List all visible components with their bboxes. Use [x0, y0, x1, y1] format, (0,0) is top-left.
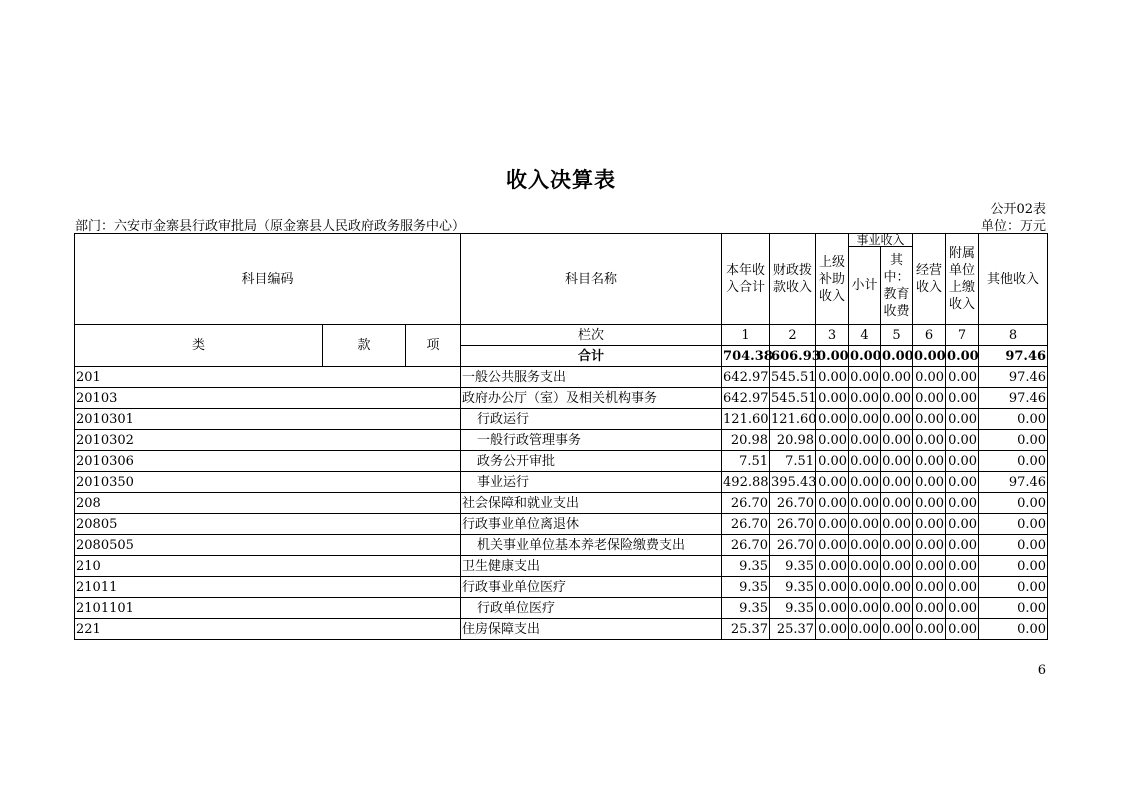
row-name: 行政事业单位医疗 [461, 577, 722, 598]
row-value: 0.00 [849, 535, 881, 556]
row-name: 行政运行 [461, 409, 722, 430]
header-lanci: 栏次 [461, 325, 722, 346]
row-value: 0.00 [849, 493, 881, 514]
table-row [75, 598, 1048, 619]
row-value: 0.00 [979, 556, 1048, 577]
income-table [74, 233, 1048, 640]
row-code: 2010350 [75, 472, 461, 493]
row-value: 121.60 [722, 409, 770, 430]
total-value: 0.00 [913, 346, 946, 367]
row-value: 0.00 [849, 367, 881, 388]
row-code: 20103 [75, 388, 461, 409]
row-value: 0.00 [816, 367, 849, 388]
total-label: 合计 [461, 346, 722, 367]
row-value: 0.00 [881, 388, 913, 409]
row-value: 642.97 [722, 367, 770, 388]
row-value: 9.35 [722, 577, 770, 598]
row-name: 政府办公厅（室）及相关机构事务 [461, 388, 722, 409]
row-value: 0.00 [979, 451, 1048, 472]
total-value: 606.93 [770, 346, 816, 367]
row-value: 0.00 [946, 535, 979, 556]
row-value: 0.00 [881, 472, 913, 493]
row-value: 0.00 [816, 430, 849, 451]
row-value: 0.00 [881, 409, 913, 430]
row-value: 0.00 [946, 514, 979, 535]
row-value: 0.00 [816, 451, 849, 472]
table-row [75, 493, 1048, 514]
row-value: 0.00 [881, 493, 913, 514]
row-value: 26.70 [722, 493, 770, 514]
row-value: 0.00 [816, 514, 849, 535]
row-value: 26.70 [770, 514, 816, 535]
header-name: 科目名称 [461, 234, 722, 325]
row-value: 0.00 [913, 535, 946, 556]
row-name: 政务公开审批 [461, 451, 722, 472]
form-number: 公开02表 [990, 202, 1046, 217]
row-value: 492.88 [722, 472, 770, 493]
row-value: 0.00 [979, 409, 1048, 430]
row-code: 2010306 [75, 451, 461, 472]
header-operating: 经营收入 [913, 234, 946, 325]
row-value: 26.70 [722, 514, 770, 535]
row-value: 0.00 [816, 388, 849, 409]
col-num-4: 4 [849, 325, 881, 346]
table-row [75, 514, 1048, 535]
row-value: 0.00 [816, 535, 849, 556]
row-value: 0.00 [849, 598, 881, 619]
row-name: 社会保障和就业支出 [461, 493, 722, 514]
row-value: 0.00 [881, 619, 913, 640]
row-value: 0.00 [881, 535, 913, 556]
row-name: 住房保障支出 [461, 619, 722, 640]
unit-label: 单位：万元 [980, 219, 1046, 234]
row-value: 0.00 [946, 409, 979, 430]
col-num-5: 5 [881, 325, 913, 346]
row-value: 545.51 [770, 388, 816, 409]
row-value: 0.00 [816, 619, 849, 640]
header-total-income: 本年收入合计 [722, 234, 770, 325]
row-value: 0.00 [913, 367, 946, 388]
row-value: 0.00 [946, 430, 979, 451]
row-value: 0.00 [979, 535, 1048, 556]
col-num-6: 6 [913, 325, 946, 346]
row-value: 26.70 [770, 493, 816, 514]
total-value: 0.00 [946, 346, 979, 367]
row-value: 0.00 [816, 577, 849, 598]
row-value: 0.00 [913, 472, 946, 493]
row-value: 97.46 [979, 472, 1048, 493]
row-value: 20.98 [722, 430, 770, 451]
row-value: 26.70 [722, 535, 770, 556]
row-value: 0.00 [946, 367, 979, 388]
row-value: 20.98 [770, 430, 816, 451]
row-value: 0.00 [881, 430, 913, 451]
row-value: 9.35 [770, 556, 816, 577]
header-education: 其中：教育收费 [881, 247, 913, 325]
row-value: 0.00 [913, 556, 946, 577]
row-value: 0.00 [979, 514, 1048, 535]
page-title: 收入决算表 [506, 168, 616, 192]
row-value: 0.00 [979, 598, 1048, 619]
row-value: 0.00 [913, 493, 946, 514]
table-row [75, 535, 1048, 556]
header-fiscal: 财政拨款收入 [770, 234, 816, 325]
row-value: 0.00 [881, 598, 913, 619]
row-value: 0.00 [849, 556, 881, 577]
row-code: 221 [75, 619, 461, 640]
row-value: 9.35 [770, 598, 816, 619]
header-business-income: 事业收入 [849, 234, 913, 247]
row-code: 210 [75, 556, 461, 577]
row-code: 20805 [75, 514, 461, 535]
row-value: 0.00 [849, 619, 881, 640]
table-row [75, 409, 1048, 430]
row-value: 25.37 [722, 619, 770, 640]
col-num-8: 8 [979, 325, 1048, 346]
row-value: 0.00 [849, 409, 881, 430]
row-code: 208 [75, 493, 461, 514]
table-row [75, 472, 1048, 493]
row-name: 行政事业单位离退休 [461, 514, 722, 535]
row-value: 9.35 [770, 577, 816, 598]
row-code: 2101101 [75, 598, 461, 619]
total-value: 704.38 [722, 346, 770, 367]
header-kuan: 款 [323, 325, 406, 367]
row-name: 行政单位医疗 [461, 598, 722, 619]
row-value: 0.00 [913, 388, 946, 409]
table-row [75, 430, 1048, 451]
row-value: 395.43 [770, 472, 816, 493]
row-value: 0.00 [849, 514, 881, 535]
table-row [75, 577, 1048, 598]
row-value: 0.00 [849, 451, 881, 472]
department-label: 部门：六安市金寨县行政审批局（原金寨县人民政府政务服务中心） [75, 219, 466, 234]
row-value: 0.00 [946, 493, 979, 514]
table-row [75, 619, 1048, 640]
row-value: 0.00 [913, 430, 946, 451]
row-value: 9.35 [722, 598, 770, 619]
row-name: 一般公共服务支出 [461, 367, 722, 388]
row-value: 0.00 [849, 430, 881, 451]
row-value: 0.00 [913, 514, 946, 535]
row-value: 0.00 [913, 409, 946, 430]
page-number: 6 [1037, 663, 1046, 678]
row-value: 0.00 [881, 514, 913, 535]
row-value: 0.00 [881, 367, 913, 388]
row-code: 2010302 [75, 430, 461, 451]
row-name: 事业运行 [461, 472, 722, 493]
row-value: 0.00 [816, 472, 849, 493]
header-lei: 类 [75, 325, 323, 367]
total-value: 97.46 [979, 346, 1048, 367]
row-value: 0.00 [881, 577, 913, 598]
row-value: 0.00 [849, 577, 881, 598]
row-value: 0.00 [979, 577, 1048, 598]
header-affiliated: 附属单位上缴收入 [946, 234, 979, 325]
header-xiang: 项 [406, 325, 461, 367]
row-code: 21011 [75, 577, 461, 598]
total-value: 0.00 [816, 346, 849, 367]
row-value: 545.51 [770, 367, 816, 388]
row-value: 0.00 [849, 388, 881, 409]
row-value: 97.46 [979, 388, 1048, 409]
col-num-7: 7 [946, 325, 979, 346]
row-value: 0.00 [946, 619, 979, 640]
row-value: 0.00 [816, 598, 849, 619]
row-value: 121.60 [770, 409, 816, 430]
row-value: 0.00 [946, 556, 979, 577]
row-value: 0.00 [816, 493, 849, 514]
col-num-2: 2 [770, 325, 816, 346]
row-value: 0.00 [913, 451, 946, 472]
row-value: 26.70 [770, 535, 816, 556]
header-superior: 上级补助收入 [816, 234, 849, 325]
row-value: 0.00 [849, 472, 881, 493]
table-row [75, 556, 1048, 577]
row-code: 2010301 [75, 409, 461, 430]
row-value: 0.00 [979, 493, 1048, 514]
table-row [75, 388, 1048, 409]
row-value: 9.35 [722, 556, 770, 577]
row-value: 0.00 [946, 388, 979, 409]
row-value: 0.00 [979, 619, 1048, 640]
row-value: 7.51 [770, 451, 816, 472]
row-name: 卫生健康支出 [461, 556, 722, 577]
row-value: 0.00 [913, 577, 946, 598]
row-value: 0.00 [913, 598, 946, 619]
row-value: 0.00 [816, 409, 849, 430]
row-name: 一般行政管理事务 [461, 430, 722, 451]
row-code: 201 [75, 367, 461, 388]
row-value: 0.00 [946, 472, 979, 493]
header-other: 其他收入 [979, 234, 1048, 325]
table-row [75, 451, 1048, 472]
row-name: 机关事业单位基本养老保险缴费支出 [461, 535, 722, 556]
col-num-3: 3 [816, 325, 849, 346]
col-num-1: 1 [722, 325, 770, 346]
row-value: 0.00 [881, 556, 913, 577]
table-row [75, 367, 1048, 388]
row-value: 0.00 [881, 451, 913, 472]
header-subtotal: 小计 [849, 247, 881, 325]
row-value: 642.97 [722, 388, 770, 409]
row-value: 0.00 [946, 598, 979, 619]
row-value: 0.00 [946, 577, 979, 598]
row-value: 0.00 [913, 619, 946, 640]
row-value: 97.46 [979, 367, 1048, 388]
row-value: 0.00 [816, 556, 849, 577]
row-value: 7.51 [722, 451, 770, 472]
row-value: 0.00 [979, 430, 1048, 451]
total-value: 0.00 [849, 346, 881, 367]
row-value: 0.00 [946, 451, 979, 472]
row-value: 25.37 [770, 619, 816, 640]
total-value: 0.00 [881, 346, 913, 367]
header-code: 科目编码 [75, 234, 461, 325]
row-code: 2080505 [75, 535, 461, 556]
